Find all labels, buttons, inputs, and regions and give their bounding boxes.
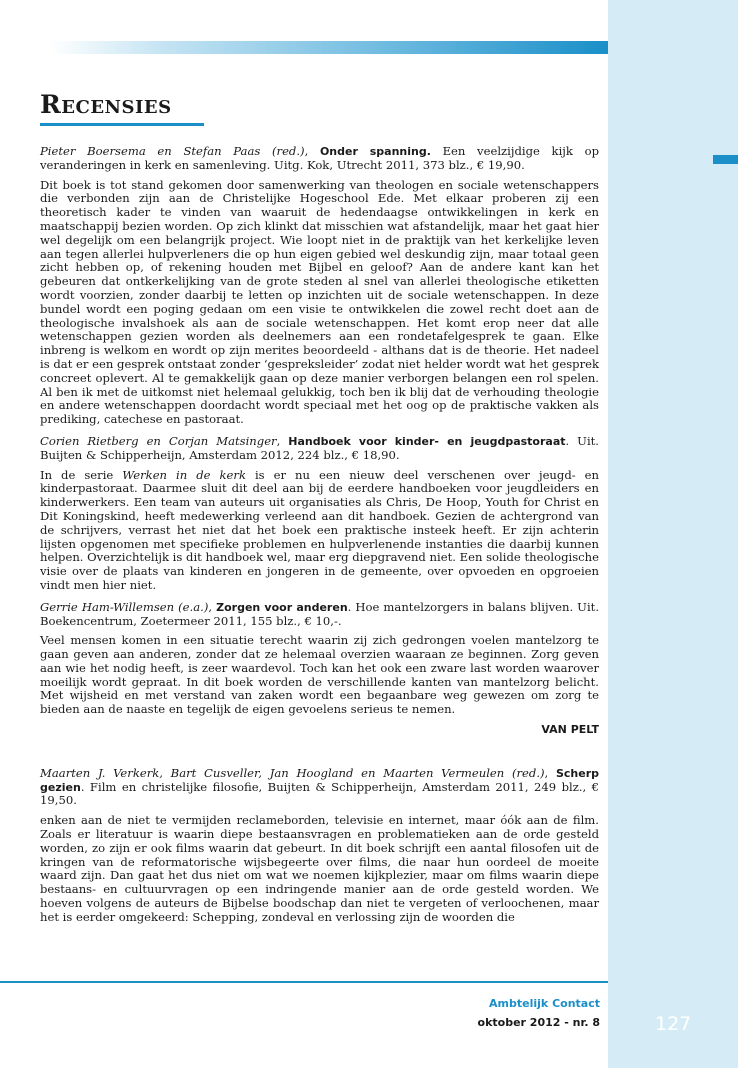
- footer-divider: [0, 981, 608, 983]
- review-title: Zorgen voor anderen: [216, 600, 348, 614]
- reviewer-signature: VAN PELT: [541, 723, 599, 737]
- review-body: enken aan de niet te vermijden reclameborden, televisie en internet, maar óók aan de film. Zoals er literatuur is waarin diepe bestaansvragen en problematieken aan de orde gesteld worden, zo zijn er ook films waarin dat gebeurt. In dit boek schrijft een aantal filosofen uit de kringen van de reformatorische wijsbegeerte over films, die naar hun oordeel de moeite waard zijn. Dan gaat het dus niet om wat we noemen kijkplezier, maar om films waarin diepe bestaans- en cultuurvragen op een indringende manier aan de orde gesteld worden. We hoeven volgens de auteurs de Bijbelse boodschap dan niet te vergeten of verloochenen, maar het is eerder omgekeerd: Schepping, zondeval en verlossing zijn de woorden die: [40, 813, 599, 924]
- heading-underline: [40, 123, 204, 126]
- review-authors: Corien Rietberg en Corjan Matsinger: [40, 433, 277, 448]
- review-body: Dit boek is tot stand gekomen door samenwerking van theologen en sociale wetenschappers die verbonden zijn aan de Christelijke Hogeschool Ede. Met elkaar proberen zij een theoretisch kader te vinden van waaruit de hedendaagse ontwikkelingen in kerk en maatschappij bezien worden. Op zich klinkt dat misschien wat afstandelijk, maar het gaat hier wel degelijk om een belangrijk project. Wie loopt niet in de praktijk van het kerkelijke leven aan tegen allerlei hulpverleners die op hun eigen gebied wel deskundig zijn, maar totaal geen zicht hebben op, of rekening houden met Bijbel en geloof? Aan de andere kant kan het gebeuren dat ontkerkelijking van de grote steden al snel van allerlei theologische etiketten wordt voorzien, zonder daarbij te letten op inzichten uit de sociale wetenschappen. In deze bundel wordt een poging gedaan om een visie te ontwikkelen die zowel recht doet aan de theologische invalshoek als aan de sociale wetenschappen. Het komt erop neer dat alle wetenschappen gezien worden als deelnemers aan een rondetafelgesprek te gaan. Elke inbreng is welkom en wordt op zijn merites beoordeeld - althans dat is de theorie. Het nadeel is dat er een gesprek ontstaat zonder ‘gespreksleider’ zodat niet helder wordt wat het gesprek concreet oplevert. Al te gemakkelijk gaan op deze manier verborgen belangen een rol spelen. Al ben ik met de uitkomst niet helemaal gelukkig, toch ben ik blij dat de verhouding theologie en andere wetenschappen doordacht wordt speciaal met het oog op de praktische vakken als prediking, catechese en pastoraat.: [40, 177, 599, 427]
- review-body-text: is er nu een nieuw deel verschenen over jeugd- en kinderpastoraat. Daarmee sluit dit deel aan bij de eerdere handboeken voor jeugdleiders en kinderwerkers. Een team van auteurs uit organisaties als Chris, De Hoop, Youth for Christ en Dit Koningskind, heeft medewerking verleend aan dit handboek. Gezien de achtergrond van de schrijvers, verrast het niet dat het boek een praktische insteek heeft. Er zijn achterin lijsten opgenomen met specifieke problemen en hulpverlenende instanties die daarbij kunnen helpen. Overzichtelijk is dit handboek wel, maar erg diepgravend niet. Een solide theologische visie over de plaats van kinderen en jongeren in de gemeente, over opvoeden en opgroeien vindt men hier niet.: [40, 467, 599, 592]
- page-number: 127: [655, 1013, 692, 1035]
- citation-separator: ,: [208, 599, 217, 614]
- review-body: Veel mensen komen in een situatie terecht waarin zij zich gedrongen voelen mantelzorg te gaan geven aan anderen, zonder dat ze helemaal overzien waaraan ze beginnen. Zorg geven aan wie het nodig heeft, is zeer waardevol. Toch kan het ook een zware last worden waarover moeilijk wordt gepraat. In dit boek worden de verschillende kanten van mantelzorg belicht. Met wijsheid en met verstand van zaken wordt een begaanbare weg gewezen om zorg te bieden aan de naaste en tegelijk de eigen gevoelens serieus te nemen.: [40, 633, 599, 717]
- header-gradient-bar: [50, 41, 608, 54]
- review-title: Onder spanning.: [319, 145, 431, 158]
- review-title: Handboek voor kinder- en jeugdpastoraat: [288, 434, 566, 448]
- review-citation: [40, 601, 599, 629]
- page-heading: Recensies: [40, 90, 172, 119]
- section-tab-marker: [713, 155, 738, 164]
- issue-info: oktober 2012 - nr. 8: [477, 1016, 600, 1029]
- citation-separator: ,: [304, 144, 320, 158]
- review-publication: . Uit. Buijten & Schipperheijn, Amsterdam 2012, 224 blz., € 18,90.: [40, 433, 599, 462]
- journal-name: Ambtelijk Contact: [489, 997, 600, 1010]
- review-authors: Pieter Boersema en Stefan Paas (red.): [40, 144, 305, 158]
- review-authors: Maarten J. Verkerk, Bart Cusveller, Jan Hoogland en Maarten Vermeulen (red.): [40, 765, 545, 780]
- review-title: Scherp gezien: [40, 766, 599, 794]
- review-publication: Een veelzijdige kijk op veranderingen in kerk en samenleving. Uitg. Kok, Utrecht 2011, 373 blz., € 19,90.: [40, 144, 599, 172]
- review-citation: [40, 767, 599, 808]
- review-publication: . Hoe mantelzorgers in balans blijven. Uit. Boekencentrum, Zoetermeer 2011, 155 blz., € 10,-.: [40, 599, 600, 628]
- citation-separator: ,: [276, 433, 289, 448]
- review-citation: [40, 435, 599, 463]
- series-title: Werken in de kerk: [122, 467, 246, 482]
- review-publication: . Film en christelijke filosofie, Buijten & Schipperheijn, Amsterdam 2011, 249 blz., € 19,50.: [40, 779, 599, 808]
- reviews-column: [40, 145, 599, 933]
- review-body-intro: In de serie: [40, 467, 123, 482]
- review-citation: [40, 145, 599, 173]
- section-spacer: [40, 745, 599, 767]
- review-authors: Gerrie Ham-Willemsen (e.a.): [40, 599, 209, 614]
- review-body: [40, 469, 599, 593]
- citation-separator: ,: [544, 765, 556, 780]
